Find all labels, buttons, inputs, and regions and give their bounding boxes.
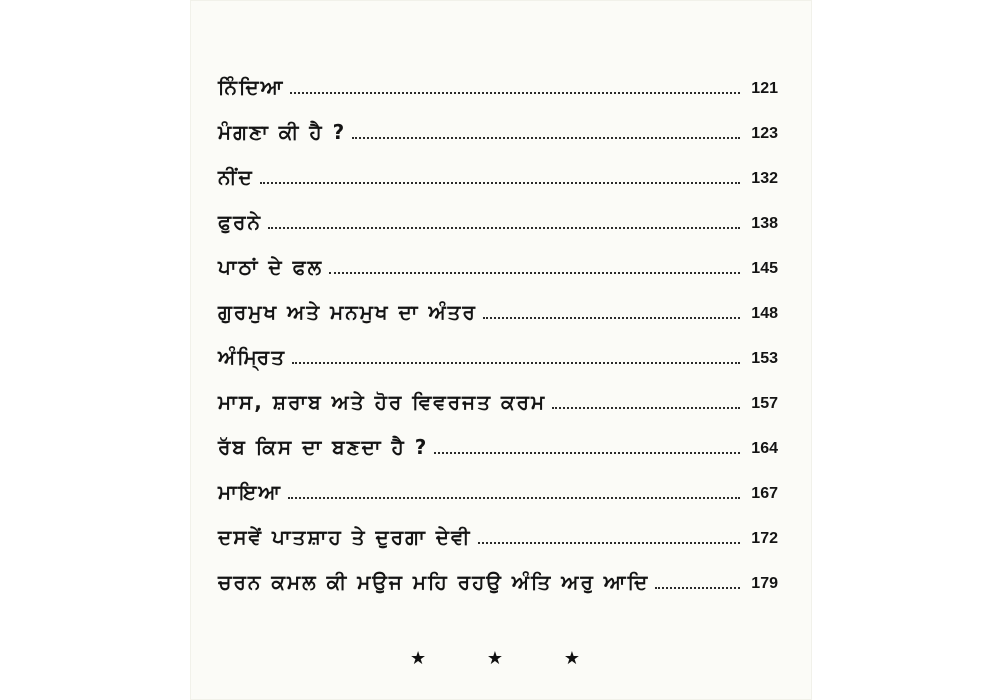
toc-entry-page: 132 (751, 170, 778, 187)
toc-entry-title: ਨਿੰਦਿਆ (218, 75, 285, 99)
dot-leader (352, 137, 740, 139)
toc-entry (218, 193, 778, 238)
toc-entry-page: 167 (751, 485, 778, 502)
star-icon: ★ (410, 648, 427, 669)
toc-entry (218, 418, 778, 463)
toc-entry-page: 164 (751, 440, 778, 457)
toc-entry (218, 373, 778, 418)
dot-leader (329, 272, 740, 274)
dot-leader (268, 227, 740, 229)
toc-entry-title: ਫੁਰਨੇ (218, 210, 262, 234)
toc-entry-title: ਦਸਵੇਂ ਪਾਤਸ਼ਾਹ ਤੇ ਦੁਰਗਾ ਦੇਵੀ (218, 525, 472, 549)
toc-entry-title: ਪਾਠਾਂ ਦੇ ਫਲ (218, 255, 324, 279)
toc-entry-page: 172 (751, 530, 778, 547)
toc-entry (218, 58, 778, 103)
ornament-stars (410, 648, 580, 669)
toc-entry-page: 179 (751, 575, 778, 592)
dot-leader (292, 362, 740, 364)
toc-entry (218, 283, 778, 328)
dot-leader (655, 587, 740, 589)
dot-leader (434, 452, 740, 454)
table-of-contents (218, 58, 778, 598)
toc-entry (218, 328, 778, 373)
toc-entry-page: 153 (751, 350, 778, 367)
toc-entry (218, 148, 778, 193)
dot-leader (260, 182, 740, 184)
toc-entry-title: ਮਾਇਆ (218, 480, 283, 504)
dot-leader (478, 542, 740, 544)
toc-entry (218, 238, 778, 283)
toc-entry-title: ਗੁਰਮੁਖ ਅਤੇ ਮਨਮੁਖ ਦਾ ਅੰਤਰ (218, 300, 477, 324)
toc-entry-page: 123 (751, 125, 778, 142)
toc-entry-title: ਅੰਮ੍ਰਿਤ (218, 345, 286, 369)
toc-entry-title: ਰੱਬ ਕਿਸ ਦਾ ਬਣਦਾ ਹੈ ? (218, 435, 429, 459)
toc-entry-page: 121 (751, 80, 778, 97)
dot-leader (483, 317, 740, 319)
toc-entry (218, 508, 778, 553)
toc-entry-page: 148 (751, 305, 778, 322)
toc-entry-title: ਮਾਸ, ਸ਼ਰਾਬ ਅਤੇ ਹੋਰ ਵਿਵਰਜਤ ਕਰਮ (218, 390, 547, 414)
dot-leader (290, 92, 740, 94)
toc-entry-title: ਚਰਨ ਕਮਲ ਕੀ ਮਉਜ ਮਹਿ ਰਹਉ ਅੰਤਿ ਅਰੁ ਆਦਿ (218, 570, 650, 594)
star-icon: ★ (563, 648, 580, 669)
toc-entry (218, 463, 778, 508)
toc-entry-title: ਮੰਗਣਾ ਕੀ ਹੈ ? (218, 120, 347, 144)
dot-leader (552, 407, 740, 409)
star-icon: ★ (486, 648, 504, 669)
dot-leader (288, 497, 740, 499)
toc-entry (218, 553, 778, 598)
toc-entry-page: 157 (751, 395, 778, 412)
toc-entry-title: ਨੀਂਦ (218, 165, 254, 189)
toc-entry-page: 145 (751, 260, 778, 277)
toc-entry (218, 103, 778, 148)
toc-entry-page: 138 (751, 215, 778, 232)
